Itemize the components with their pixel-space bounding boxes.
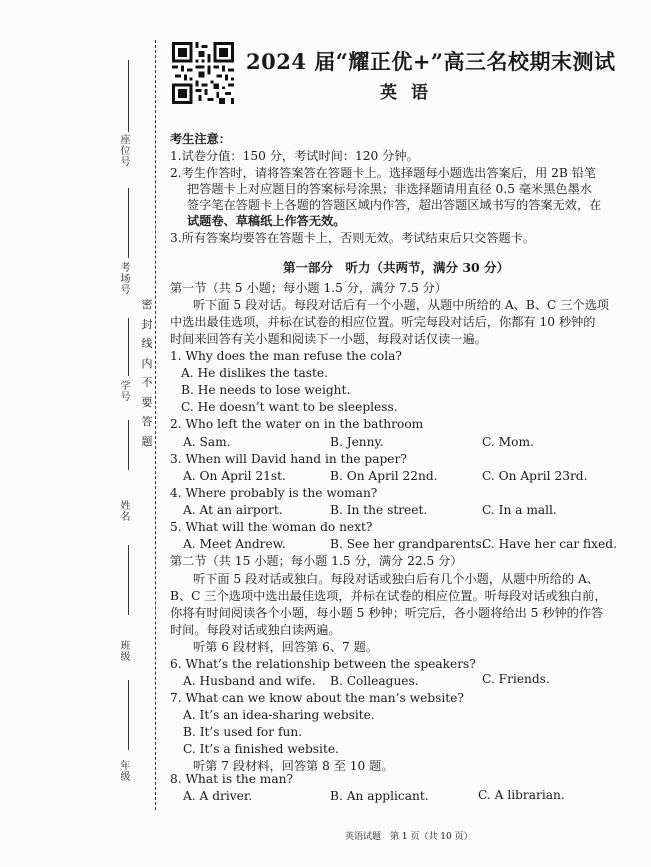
page-footer: 英语试题 第 1 页（共 10 页） — [345, 832, 473, 842]
note-line: 把答题卡上对应题目的答案标号涂黑；非选择题请用直径 0.5 毫米黑色墨水 — [187, 182, 592, 196]
seal-line-text: 密 封 线 内 不 要 答 题 — [141, 298, 153, 448]
grade-label: 年级 — [118, 760, 129, 782]
option-b: B. On April 22nd. — [330, 469, 438, 483]
name-label: 姓名 — [118, 500, 129, 522]
note-line: 签字笔在答题卡上各题的答题区域内作答，超出答题区域书写的答案无效，在 — [187, 198, 602, 212]
material-note: 听第 6 段材料，回答第 6、7 题。 — [193, 640, 379, 654]
option-a: A. Sam. — [183, 435, 231, 449]
option-b: B. See her grandparents. — [330, 537, 486, 551]
option-b: B. He needs to lose weight. — [181, 383, 351, 397]
instruction-line: 中选出最佳选项，并标在试卷的相应位置。听完每段对话后，你都有 10 秒钟的 — [170, 315, 596, 329]
instruction-line: B、C 三个选项中选出最佳选项，并标在试卷的相应位置。听每段对话或独白前， — [170, 589, 607, 603]
question-text: 2. Who left the water on in the bathroom — [170, 417, 424, 431]
option-b: B. It’s used for fun. — [183, 725, 303, 739]
option-a: A. On April 21st. — [183, 469, 286, 483]
class-blank — [128, 680, 129, 750]
seat-number-blank — [128, 60, 129, 132]
option-a: A. It’s an idea-sharing website. — [183, 708, 375, 722]
question-text: 4. Where probably is the woman? — [170, 486, 378, 500]
material-note: 听第 7 段材料，回答第 8 至 10 题。 — [193, 759, 394, 773]
student-id-label: 学号 — [118, 380, 129, 402]
option-c: C. In a mall. — [482, 503, 557, 517]
part-heading: 第一部分 听力（共两节，满分 30 分） — [283, 260, 510, 275]
option-b: B. Jenny. — [330, 435, 384, 449]
question-text: 8. What is the man? — [170, 772, 293, 786]
option-b: B. In the street. — [330, 503, 428, 517]
option-c: C. Friends. — [482, 672, 550, 686]
room-number-label: 考场号 — [118, 262, 129, 295]
student-id-blank-2 — [128, 420, 129, 470]
note-line: 试题卷、草稿纸上作答无效。 — [187, 214, 346, 228]
notes-heading: 考生注意： — [170, 132, 231, 146]
name-blank — [128, 545, 129, 615]
instruction-line: 你将有时间阅读各个小题，每小题 5 秒钟；听完后，各小题将给出 5 秒钟的作答 — [170, 606, 604, 620]
instruction-line: 听下面 5 段对话。每段对话后有一个小题，从题中所给的 A、B、C 三个选项 — [193, 298, 609, 312]
question-text: 7. What can we know about the man’s website? — [170, 691, 464, 705]
exam-title: 2024 届“耀正优+”高三名校期末测试 — [246, 49, 616, 74]
subject-title: 英语 — [380, 83, 442, 103]
option-a: A. Husband and wife. — [183, 674, 316, 688]
option-b: B. An applicant. — [330, 789, 429, 803]
question-text: 6. What’s the relationship between the speakers? — [170, 657, 476, 671]
section-heading: 第二节（共 15 小题；每小题 1.5 分，满分 22.5 分） — [170, 554, 463, 568]
class-label: 班级 — [118, 640, 129, 662]
note-line: 3.所有答案均要答在答题卡上，否则无效。考试结束后只交答题卡。 — [170, 231, 536, 245]
option-a: A. At an airport. — [183, 503, 283, 517]
instruction-line: 时间。每段对话或独白读两遍。 — [170, 623, 341, 637]
student-id-blank — [128, 318, 129, 376]
seat-number-label: 座位号 — [118, 134, 129, 167]
option-a: A. Meet Andrew. — [183, 537, 286, 551]
option-c: C. He doesn’t want to be sleepless. — [181, 400, 398, 414]
option-c: C. Have her car fixed. — [482, 537, 617, 551]
option-c: C. Mom. — [482, 435, 534, 449]
section-heading: 第一节（共 5 小题；每小题 1.5 分，满分 7.5 分） — [170, 281, 447, 295]
qr-code-icon — [172, 42, 234, 104]
room-number-blank — [128, 188, 129, 258]
option-c: C. On April 23rd. — [482, 469, 588, 483]
note-line: 2.考生作答时，请将答案答在答题卡上。选择题每小题选出答案后，用 2B 铅笔 — [170, 166, 597, 180]
binding-dashed-line — [155, 40, 156, 810]
instruction-line: 听下面 5 段对话或独白。每段对话或独白后有几个小题，从题中所给的 A、 — [193, 572, 599, 586]
note-line: 1.试卷分值：150 分，考试时间：120 分钟。 — [170, 149, 419, 163]
option-c: C. It’s a finished website. — [183, 742, 339, 756]
option-c: C. A librarian. — [478, 788, 565, 802]
option-a: A. A driver. — [183, 789, 253, 803]
question-text: 3. When will David hand in the paper? — [170, 452, 407, 466]
instruction-line: 时间来回答有关小题和阅读下一小题，每段对话仅读一遍。 — [170, 332, 487, 346]
option-b: B. Colleagues. — [330, 674, 419, 688]
option-a: A. He dislikes the taste. — [181, 366, 328, 380]
question-text: 5. What will the woman do next? — [170, 520, 373, 534]
question-text: 1. Why does the man refuse the cola? — [170, 349, 402, 363]
